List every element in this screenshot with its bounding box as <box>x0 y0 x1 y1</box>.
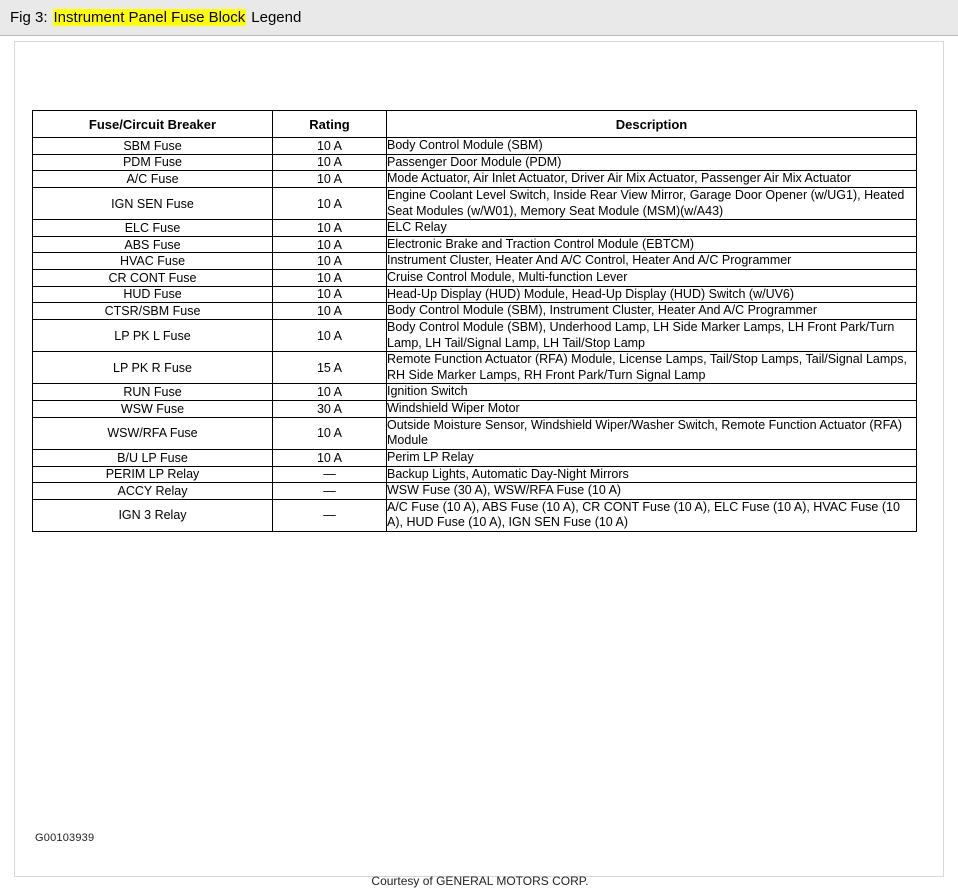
cell-description: Cruise Control Module, Multi-function Lever <box>387 270 917 287</box>
cell-rating: 10 A <box>273 253 387 270</box>
cell-fuse: WSW/RFA Fuse <box>33 417 273 449</box>
table-body <box>33 138 917 532</box>
cell-rating: 10 A <box>273 449 387 466</box>
cell-rating: — <box>273 499 387 531</box>
cell-fuse: HUD Fuse <box>33 286 273 303</box>
table-row <box>33 449 917 466</box>
cell-rating: 10 A <box>273 171 387 188</box>
cell-fuse: PERIM LP Relay <box>33 466 273 483</box>
cell-description: Engine Coolant Level Switch, Inside Rear View Mirror, Garage Door Opener (w/UG1), Heated Seat Modules (w/W01), Memory Seat Module (MSM)(w/A43) <box>387 187 917 219</box>
cell-fuse: RUN Fuse <box>33 384 273 401</box>
cell-description: Head-Up Display (HUD) Module, Head-Up Display (HUD) Switch (w/UV6) <box>387 286 917 303</box>
column-header-description: Description <box>387 111 917 138</box>
cell-description: Remote Function Actuator (RFA) Module, License Lamps, Tail/Stop Lamps, Tail/Signal Lamps, RH Side Marker Lamps, RH Front Park/Turn Signal Lamp <box>387 352 917 384</box>
cell-description: Passenger Door Module (PDM) <box>387 154 917 171</box>
table-row <box>33 352 917 384</box>
cell-description: Electronic Brake and Traction Control Module (EBTCM) <box>387 236 917 253</box>
cell-description: Mode Actuator, Air Inlet Actuator, Driver Air Mix Actuator, Passenger Air Mix Actuator <box>387 171 917 188</box>
cell-rating: 30 A <box>273 401 387 418</box>
fuse-legend-table <box>32 110 917 532</box>
cell-fuse: PDM Fuse <box>33 154 273 171</box>
column-header-rating: Rating <box>273 111 387 138</box>
courtesy-line: Courtesy of GENERAL MOTORS CORP. <box>371 874 589 888</box>
document-body <box>0 36 958 888</box>
cell-rating: — <box>273 483 387 500</box>
table-row <box>33 417 917 449</box>
cell-fuse: HVAC Fuse <box>33 253 273 270</box>
cell-description: Backup Lights, Automatic Day-Night Mirrors <box>387 466 917 483</box>
table-row <box>33 466 917 483</box>
table-row <box>33 154 917 171</box>
cell-rating: 10 A <box>273 270 387 287</box>
cell-rating: — <box>273 466 387 483</box>
table-row <box>33 138 917 155</box>
figure-title-bar <box>0 0 958 36</box>
cell-rating: 10 A <box>273 286 387 303</box>
table-row <box>33 253 917 270</box>
cell-description: Windshield Wiper Motor <box>387 401 917 418</box>
cell-rating: 10 A <box>273 138 387 155</box>
table-row <box>33 270 917 287</box>
cell-description: Body Control Module (SBM), Underhood Lamp, LH Side Marker Lamps, LH Front Park/Turn Lamp, LH Tail/Signal Lamp, LH Tail/Stop Lamp <box>387 319 917 351</box>
cell-rating: 10 A <box>273 220 387 237</box>
cell-rating: 10 A <box>273 154 387 171</box>
cell-fuse: CR CONT Fuse <box>33 270 273 287</box>
table-row <box>33 171 917 188</box>
cell-fuse: IGN 3 Relay <box>33 499 273 531</box>
cell-fuse: SBM Fuse <box>33 138 273 155</box>
cell-fuse: LP PK R Fuse <box>33 352 273 384</box>
cell-rating: 10 A <box>273 417 387 449</box>
table-row <box>33 384 917 401</box>
cell-description: Body Control Module (SBM) <box>387 138 917 155</box>
cell-rating: 10 A <box>273 319 387 351</box>
cell-fuse: WSW Fuse <box>33 401 273 418</box>
table-header-row <box>33 111 917 138</box>
cell-fuse: A/C Fuse <box>33 171 273 188</box>
table-row <box>33 286 917 303</box>
table-row <box>33 220 917 237</box>
cell-description: ELC Relay <box>387 220 917 237</box>
cell-fuse: IGN SEN Fuse <box>33 187 273 219</box>
figure-code: G00103939 <box>35 832 95 844</box>
table-row <box>33 303 917 320</box>
cell-fuse: ACCY Relay <box>33 483 273 500</box>
table-row <box>33 236 917 253</box>
cell-rating: 15 A <box>273 352 387 384</box>
cell-fuse: LP PK L Fuse <box>33 319 273 351</box>
cell-description: Instrument Cluster, Heater And A/C Control, Heater And A/C Programmer <box>387 253 917 270</box>
document-sheet <box>14 41 944 888</box>
figure-title-tail: Legend <box>251 9 302 26</box>
table-row <box>33 401 917 418</box>
cell-rating: 10 A <box>273 303 387 320</box>
figure-number: Fig 3: <box>10 9 48 26</box>
cell-description: Ignition Switch <box>387 384 917 401</box>
cell-description: Body Control Module (SBM), Instrument Cluster, Heater And A/C Programmer <box>387 303 917 320</box>
cell-description: Perim LP Relay <box>387 449 917 466</box>
cell-description: WSW Fuse (30 A), WSW/RFA Fuse (10 A) <box>387 483 917 500</box>
cell-fuse: ABS Fuse <box>33 236 273 253</box>
cell-fuse: CTSR/SBM Fuse <box>33 303 273 320</box>
cell-fuse: ELC Fuse <box>33 220 273 237</box>
table-row <box>33 499 917 531</box>
cell-description: A/C Fuse (10 A), ABS Fuse (10 A), CR CONT Fuse (10 A), ELC Fuse (10 A), HVAC Fuse (10 A), HUD Fuse (10 A), IGN SEN Fuse (10 A) <box>387 499 917 531</box>
cell-rating: 10 A <box>273 187 387 219</box>
cell-rating: 10 A <box>273 384 387 401</box>
cell-rating: 10 A <box>273 236 387 253</box>
cell-fuse: B/U LP Fuse <box>33 449 273 466</box>
cell-description: Outside Moisture Sensor, Windshield Wiper/Washer Switch, Remote Function Actuator (RFA) Module <box>387 417 917 449</box>
table-row <box>33 187 917 219</box>
table-row <box>33 483 917 500</box>
column-header-fuse: Fuse/Circuit Breaker <box>33 111 273 138</box>
table-row <box>33 319 917 351</box>
figure-title-highlight: Instrument Panel Fuse Block <box>53 9 246 26</box>
